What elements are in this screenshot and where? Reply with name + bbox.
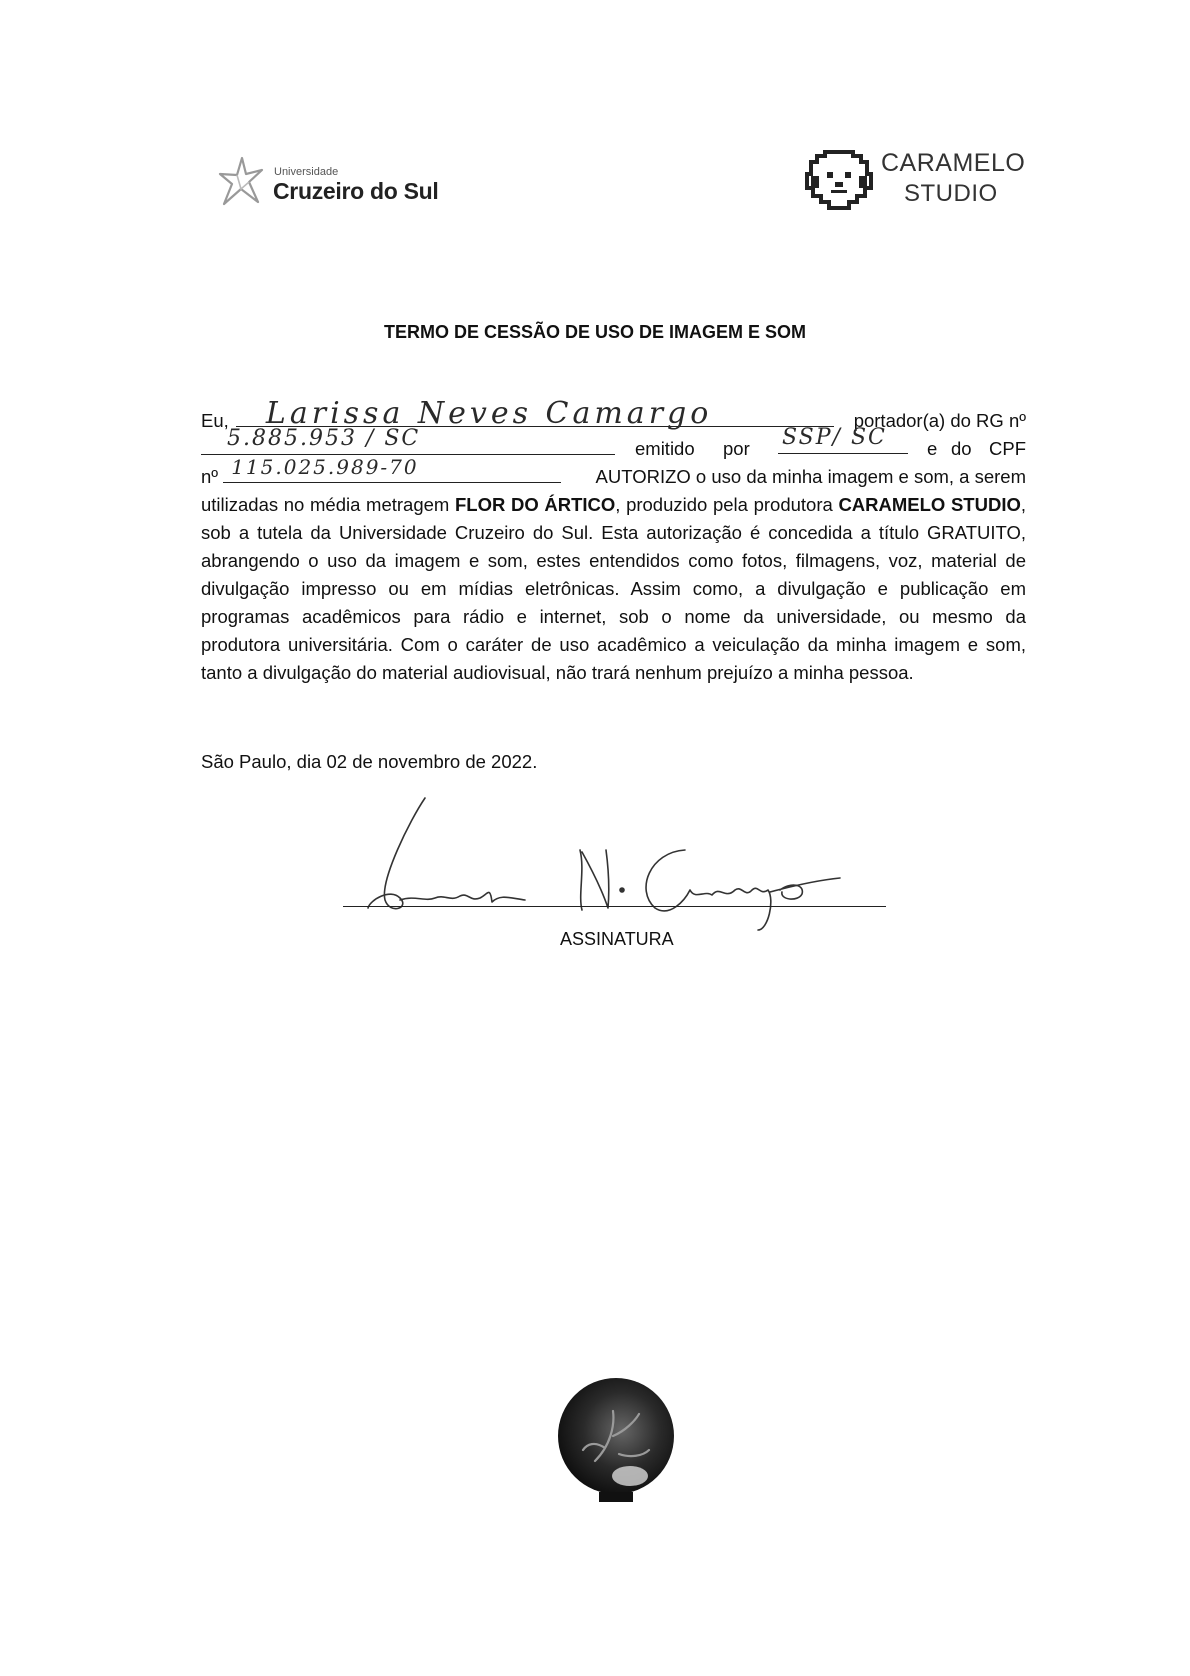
star-logo-icon [218, 156, 264, 208]
cpf-label: CPF [989, 438, 1026, 459]
body-line-10: tanto a divulgação do material audiovisual, não trará nenhum prejuízo a minha pessoa. [201, 662, 914, 683]
rg-handwritten: 5.885.953 / SC [227, 426, 421, 451]
signature-label: ASSINATURA [560, 929, 674, 949]
cpf-prefix: nº [201, 466, 219, 487]
authorization-text: AUTORIZO o uso da minha imagem e som, a serem [595, 466, 1026, 487]
studio-logo [805, 148, 1025, 216]
emitido-label: emitido [635, 438, 695, 459]
body-text: utilizadas no média metragem [201, 494, 455, 515]
cpf-handwritten: 115.025.989-70 [231, 455, 419, 479]
signature-line [343, 906, 886, 907]
studio-name-line2: STUDIO [904, 180, 998, 207]
studio-name-bold: CARAMELO STUDIO [838, 494, 1021, 515]
body-line-5: sob a tutela da Universidade Cruzeiro do Sul. Esta autorização é concedida a título GRATUITO, [201, 522, 1026, 543]
form-line-cpf [201, 455, 1026, 491]
university-small-label: Universidade [274, 166, 339, 178]
e-label: e [927, 438, 938, 459]
eu-label: Eu, [201, 410, 229, 431]
circular-seal-image [555, 1376, 677, 1504]
university-logo [218, 152, 458, 212]
por-label: por [723, 438, 750, 459]
name-handwritten: Larissa Neves Camargo [265, 396, 713, 431]
body-line-6: abrangendo o uso da imagem e som, estes entendidos como fotos, filmagens, voz, material de [201, 550, 1026, 571]
university-name: Cruzeiro do Sul [273, 178, 439, 204]
body-text: , produzido pela produtora [615, 494, 839, 515]
do-label: do [951, 438, 972, 459]
issuer-handwritten: SSP/ SC [782, 425, 887, 450]
body-line-9: produtora universitária. Com o caráter de uso acadêmico a veiculação da minha imagem e som, [201, 634, 1026, 655]
body-text: , [1020, 494, 1026, 515]
body-line-7: divulgação impresso ou em mídias eletrônicas. Assim como, a divulgação e publicação em [201, 578, 1026, 599]
date-line: São Paulo, dia 02 de novembro de 2022. [201, 751, 538, 772]
rg-label: portador(a) do RG nº [853, 410, 1026, 431]
pixel-dog-logo-icon [805, 148, 873, 210]
studio-name-line1: CARAMELO [881, 149, 1026, 177]
body-line-4 [201, 491, 1026, 519]
film-title: FLOR DO ÁRTICO [454, 494, 616, 515]
document-title: TERMO DE CESSÃO DE USO DE IMAGEM E SOM [383, 322, 807, 342]
body-line-8: programas acadêmicos para rádio e internet, sob o nome da universidade, ou mesmo da [201, 606, 1026, 627]
issuer-field [778, 425, 908, 454]
cpf-field [223, 455, 561, 483]
handwritten-signature [340, 790, 890, 950]
